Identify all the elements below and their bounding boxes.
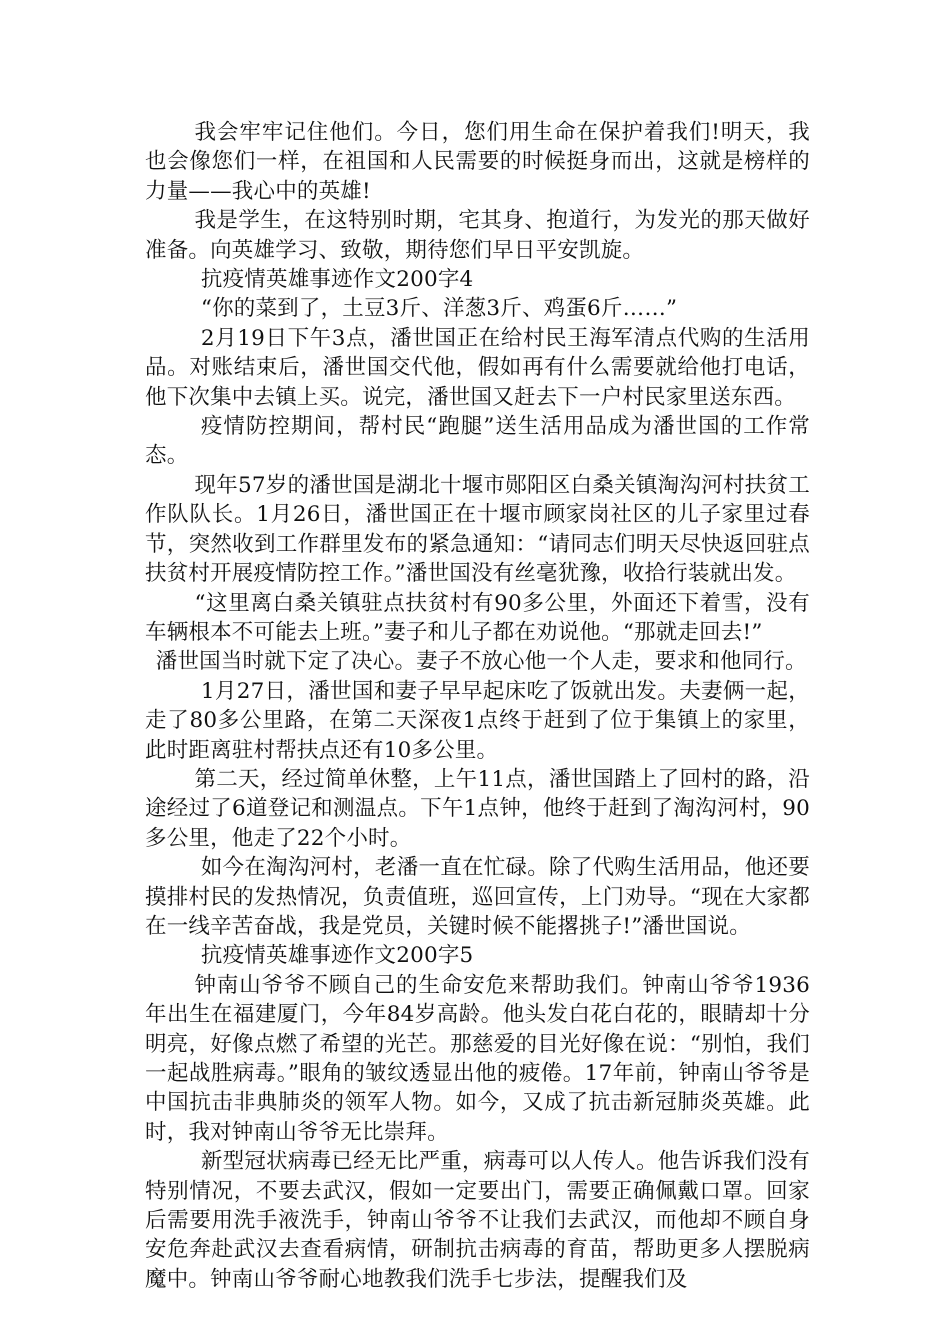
paragraph: “你的菜到了，土豆3斤、洋葱3斤、鸡蛋6斤……” xyxy=(200,296,678,322)
document-body xyxy=(145,118,810,1294)
paragraph: 潘世国当时就下定了决心。妻子不放心他一个人走，要求和他同行。 xyxy=(155,649,807,675)
paragraph: 如今在淘沟河村，老潘一直在忙碌。除了代购生活用品，他还要摸排村民的发热情况，负责值班，巡回宣传，上门劝导。“现在大家都在一线辛苦奋战，我是党员，关键时候不能撂挑子!”潘世国说。 xyxy=(145,855,810,939)
section-heading: 抗疫情英雄事迹作文200字4 xyxy=(200,267,474,293)
paragraph: 1月27日，潘世国和妻子早早起床吃了饭就出发。夫妻俩一起，走了80多公里路，在第二天深夜1点终于赶到了位于集镇上的家里，此时距离驻村帮扶点还有10多公里。 xyxy=(145,678,810,763)
paragraph: 现年57岁的潘世国是湖北十堰市郧阳区白桑关镇淘沟河村扶贫工作队队长。1月26日，潘世国正在十堰市顾家岗社区的儿子家里过春节，突然收到工作群里发布的紧急通知：“请同志们明天尽快返回驻点扶贫村开展疫情防控工作。”潘世国没有丝毫犹豫，收拾行装就出发。 xyxy=(145,472,810,587)
paragraph: 我会牢牢记住他们。今日，您们用生命在保护着我们!明天，我也会像您们一样，在祖国和人民需要的时候挺身而出，这就是榜样的力量——我心中的英雄! xyxy=(145,120,810,204)
paragraph: 我是学生，在这特别时期，宅其身、抱道行，为发光的那天做好准备。向英雄学习、致敬，期待您们早日平安凯旋。 xyxy=(145,208,810,263)
paragraph: 疫情防控期间，帮村民“跑腿”送生活用品成为潘世国的工作常态。 xyxy=(145,414,810,469)
section-heading: 抗疫情英雄事迹作文200字5 xyxy=(200,943,474,969)
paragraph: 新型冠状病毒已经无比严重，病毒可以人传人。他告诉我们没有特别情况，不要去武汉，假如一定要出门，需要正确佩戴口罩。回家后需要用洗手液洗手，钟南山爷爷不让我们去武汉，而他却不顾自身安危奔赴武汉去查看病情，研制抗击病毒的育苗，帮助更多人摆脱病魔中。钟南山爷爷耐心地教我们洗手七步法，提醒我们及 xyxy=(145,1149,810,1292)
paragraph: “这里离白桑关镇驻点扶贫村有90多公里，外面还下着雪，没有车辆根本不可能去上班。”妻子和儿子都在劝说他。“那就走回去!” xyxy=(145,590,810,645)
paragraph: 钟南山爷爷不顾自己的生命安危来帮助我们。钟南山爷爷1936年出生在福建厦门，今年84岁高龄。他头发白花白花的，眼睛却十分明亮，好像点燃了希望的光芒。那慈爱的目光好像在说：“别怕，我们一起战胜病毒。”眼角的皱纹透显出他的疲倦。17年前，钟南山爷爷是中国抗击非典肺炎的领军人物。如今，又成了抗击新冠肺炎英雄。此时，我对钟南山爷爷无比崇拜。 xyxy=(145,972,810,1145)
paragraph: 2月19日下午3点，潘世国正在给村民王海军清点代购的生活用品。对账结束后，潘世国交代他，假如再有什么需要就给他打电话，他下次集中去镇上买。说完，潘世国又赶去下一户村民家里送东西。 xyxy=(145,325,810,410)
paragraph: 第二天，经过简单休整，上午11点，潘世国踏上了回村的路，沿途经过了6道登记和测温点。下午1点钟，他终于赶到了淘沟河村，90多公里，他走了22个小时。 xyxy=(145,766,810,851)
